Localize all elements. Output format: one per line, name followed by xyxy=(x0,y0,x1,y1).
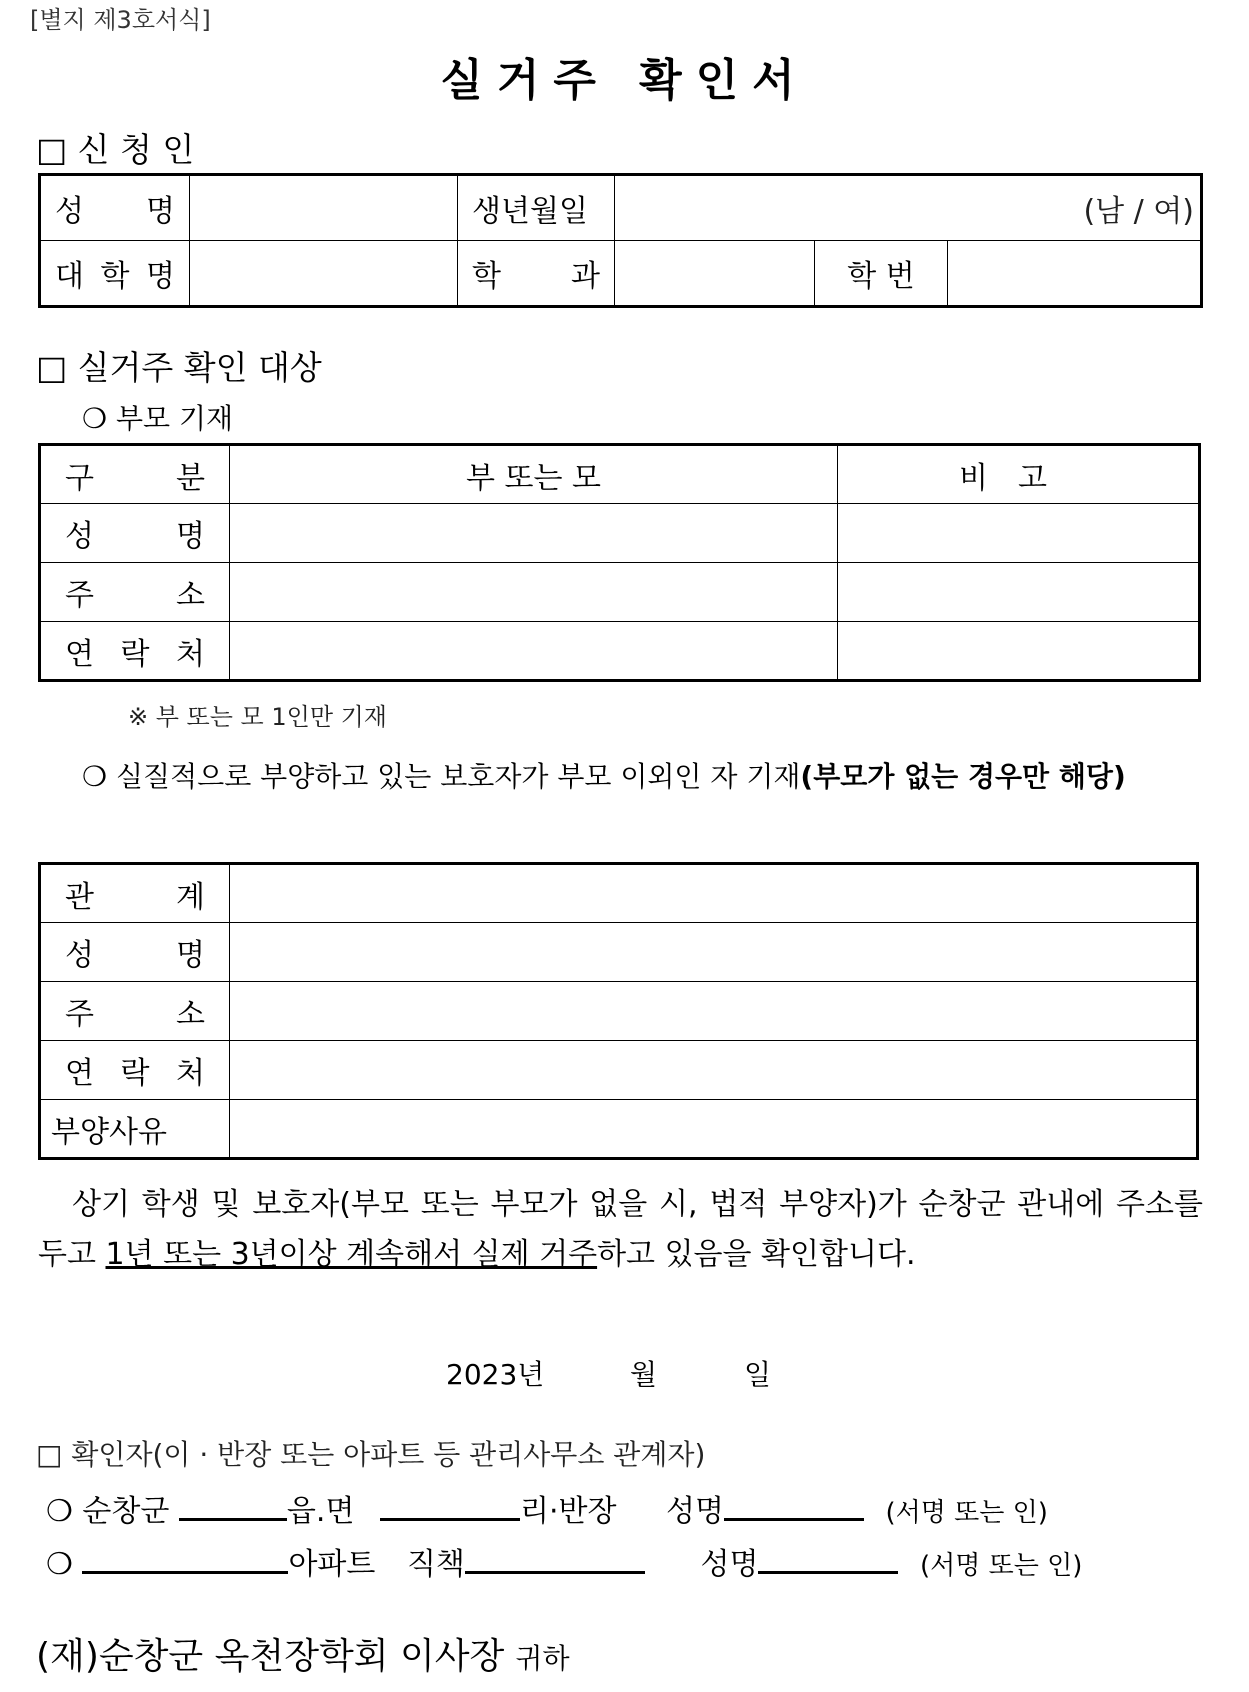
confirmer-heading: □ 확인자(이 · 반장 또는 아파트 등 관리사무소 관계자) xyxy=(36,1438,706,1471)
parent-address-field[interactable] xyxy=(230,563,838,622)
field-birth[interactable] xyxy=(615,175,1202,241)
row-label-address: 주 소 xyxy=(40,563,230,622)
statement-underlined: 1년 또는 3년이상 계속해서 실제 거주 xyxy=(105,1237,598,1272)
page-title: 실거주 확인서 xyxy=(440,55,809,106)
field-university[interactable] xyxy=(190,241,458,307)
header-remark: 비고 xyxy=(838,445,1200,504)
position-blank[interactable] xyxy=(465,1541,645,1574)
recipient-org: (재)순창군 옥천장학회 이사장 xyxy=(36,1636,505,1677)
line2-apt: 아파트 xyxy=(288,1547,376,1582)
label-department: 학 과 xyxy=(458,241,615,307)
label-birth: 생년월일 xyxy=(458,175,615,241)
confirmer-line-apartment xyxy=(46,1539,1082,1583)
field-student-no[interactable] xyxy=(948,241,1202,307)
recipient-suffix: 귀하 xyxy=(515,1642,570,1675)
eup-blank[interactable] xyxy=(179,1488,287,1521)
parent-name-remark[interactable] xyxy=(838,504,1200,563)
statement-text-after: 하고 있음을 확인합니다. xyxy=(597,1237,916,1272)
row-label-contact: 연 락 처 xyxy=(40,1041,230,1100)
line2-position: 직책 xyxy=(406,1547,465,1582)
header-category: 구 분 xyxy=(40,445,230,504)
header-parent: 부 또는 모 xyxy=(230,445,838,504)
date-year: 2023년 xyxy=(446,1358,545,1391)
parent-note: ※ 부 또는 모 1인만 기재 xyxy=(128,703,387,731)
apt-blank[interactable] xyxy=(82,1541,288,1574)
line1-prefix: ❍ 순창군 xyxy=(46,1494,170,1529)
confirmation-statement xyxy=(38,1180,1203,1280)
support-reason-label: 부양사유 xyxy=(51,1114,167,1150)
line2-name: 성명 xyxy=(700,1547,759,1582)
guardian-contact-field[interactable] xyxy=(230,1041,1198,1100)
line2-sign: (서명 또는 인) xyxy=(919,1551,1083,1581)
line1-sign: (서명 또는 인) xyxy=(885,1498,1048,1528)
line1-name: 성명 xyxy=(666,1494,724,1529)
confirmer-line-village xyxy=(46,1486,1048,1530)
parent-contact-field[interactable] xyxy=(230,622,838,681)
guardian-table xyxy=(38,862,1199,1160)
statement-text-before: 상기 학생 및 보호자(부모 또는 부모가 없을 시, 법적 부양자)가 순창군 관내에 주소를 두고 xyxy=(38,1187,1203,1272)
form-number: [별지 제3호서식] xyxy=(30,6,211,34)
parent-contact-remark[interactable] xyxy=(838,622,1200,681)
ri-blank[interactable] xyxy=(380,1488,520,1521)
row-label-relation: 관 계 xyxy=(40,864,230,923)
applicant-table xyxy=(38,173,1203,308)
recipient xyxy=(36,1628,570,1679)
line1-ri: 리·반장 xyxy=(519,1494,617,1529)
row-label-name: 성 명 xyxy=(40,504,230,563)
line2-prefix: ❍ xyxy=(46,1547,73,1582)
guardian-subheading-text: ❍ 실질적으로 부양하고 있는 보호자가 부모 이외인 자 기재 xyxy=(82,760,801,793)
row-label-contact: 연 락 처 xyxy=(40,622,230,681)
line1-name-blank[interactable] xyxy=(724,1488,864,1521)
section-target-heading: □ 실거주 확인 대상 xyxy=(36,348,322,387)
label-student-no: 학 번 xyxy=(815,241,948,307)
guardian-support-reason-field[interactable] xyxy=(230,1100,1198,1159)
section-applicant-heading: □ 신 청 인 xyxy=(36,130,195,169)
parent-address-remark[interactable] xyxy=(838,563,1200,622)
field-department[interactable] xyxy=(615,241,815,307)
guardian-subheading-condition: (부모가 없는 경우만 해당) xyxy=(800,760,1126,793)
line1-eup: 읍.면 xyxy=(286,1494,355,1529)
gender-text: (남 / 여) xyxy=(1083,194,1194,229)
guardian-relation-field[interactable] xyxy=(230,864,1198,923)
date-month: 월 xyxy=(630,1358,658,1391)
line2-name-blank[interactable] xyxy=(758,1541,898,1574)
row-label-support-reason xyxy=(40,1100,230,1159)
date-day: 일 xyxy=(744,1358,772,1391)
parent-subheading: ❍ 부모 기재 xyxy=(82,402,234,435)
guardian-subheading xyxy=(38,752,1203,802)
label-name: 성 명 xyxy=(40,175,190,241)
row-label-name: 성 명 xyxy=(40,923,230,982)
parent-table xyxy=(38,443,1201,682)
label-university: 대 학 명 xyxy=(40,241,190,307)
guardian-name-field[interactable] xyxy=(230,923,1198,982)
parent-name-field[interactable] xyxy=(230,504,838,563)
field-name[interactable] xyxy=(190,175,458,241)
row-label-address: 주 소 xyxy=(40,982,230,1041)
guardian-address-field[interactable] xyxy=(230,982,1198,1041)
